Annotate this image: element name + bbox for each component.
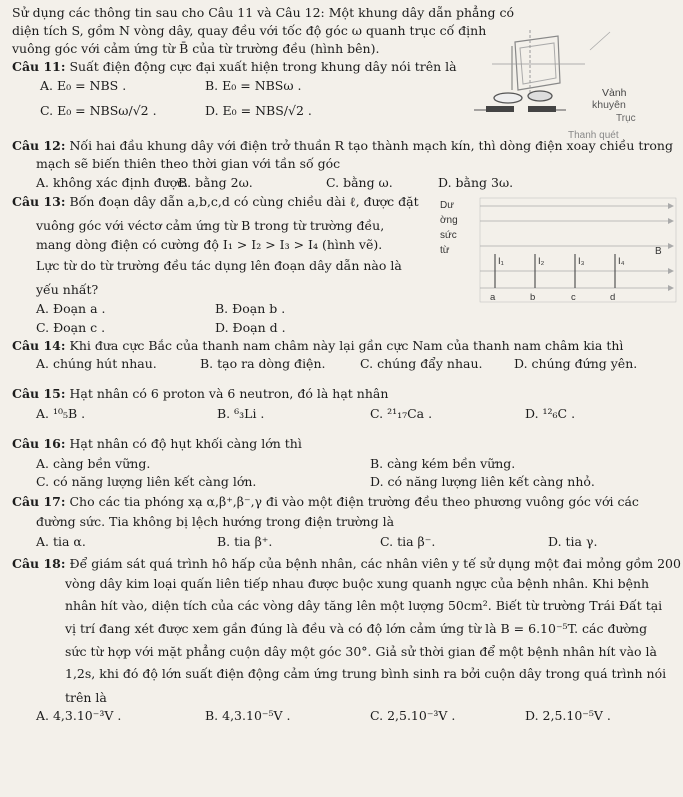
option-d: D. chúng đứng yên. [514, 356, 638, 371]
brush-label: Thanh quét [568, 130, 619, 141]
option-c: C. có năng lượng liên kết càng lớn. [36, 474, 257, 489]
side-label: sức [440, 230, 457, 241]
option-b: B. tạo ra dòng điện. [200, 356, 326, 371]
wire-label: d [610, 292, 616, 303]
question-stem: Suất điện động cực đại xuất hiện trong khung dây nói trên là [69, 59, 457, 74]
option-d: D. E₀ = NBS/√2 . [205, 103, 312, 118]
question-17 [12, 494, 639, 509]
question-stem: trên là [65, 690, 107, 705]
option-d: D. tia γ. [548, 534, 598, 549]
question-label: Câu 15: [12, 386, 66, 401]
option-c: C. bằng ω. [326, 175, 393, 190]
option-c: C. Đoạn c . [36, 320, 106, 335]
question-stem: vị trí đang xét được xem gần đúng là đều và có độ lớn cảm ứng từ là B = 6.10⁻⁵T. các đường [65, 621, 648, 636]
side-label: ờng [440, 215, 458, 226]
wire-label: c [571, 292, 576, 303]
question-label: Câu 18: [12, 556, 66, 571]
field-label: B [655, 246, 662, 257]
current-label: I₁ [498, 256, 504, 267]
option-d: D. bằng 3ω. [438, 175, 514, 190]
current-label: I₃ [578, 256, 585, 267]
question-stem: vòng dây kim loại quấn liên tiếp nhau được buộc xung quanh ngực của bệnh nhân. Khi bệnh [65, 576, 650, 591]
option-a: A. tia α. [36, 534, 86, 549]
ring-icon [528, 91, 552, 101]
option-c: C. tia β⁻. [380, 534, 436, 549]
option-d: D. có năng lượng liên kết càng nhỏ. [370, 474, 595, 489]
question-stem: Bốn đoạn dây dẫn a,b,c,d có cùng chiều dài ℓ, được đặt [69, 194, 419, 209]
question-stem: nhân hít vào, diện tích của các vòng dây tăng lên một lượng 50cm². Biết từ trường Trái Đất tại [65, 598, 663, 613]
option-d: D. ¹²₆C . [525, 406, 576, 421]
option-c: C. chúng đẩy nhau. [360, 356, 483, 371]
question-11 [12, 59, 457, 74]
question-label: Câu 12: [12, 138, 66, 153]
wires-figure [440, 196, 678, 306]
option-c: C. ²¹₁₇Ca . [370, 406, 433, 421]
option-b: B. ⁶₃Li . [217, 406, 265, 421]
question-stem: Lực từ do từ trường đều tác dụng lên đoạn dây dẫn nào là [36, 258, 402, 273]
option-a: A. không xác định được. [36, 175, 189, 190]
option-b: B. Đoạn b . [215, 301, 286, 316]
current-label: I₂ [538, 256, 545, 267]
question-13 [12, 194, 419, 209]
question-label: Câu 16: [12, 436, 66, 451]
current-label: I₄ [618, 256, 625, 267]
question-18 [12, 556, 681, 571]
option-a: A. ¹⁰₅B . [36, 406, 86, 421]
option-a: A. Đoạn a . [36, 301, 106, 316]
question-stem: Để giám sát quá trình hô hấp của bệnh nhân, các nhân viên y tế sử dụng một đai mỏng gồm 200 [69, 556, 681, 571]
question-stem: sức từ hợp với mặt phẳng cuộn dây một góc 30°. Giả sử thời gian để một bệnh nhân hít vào là [65, 644, 657, 659]
question-14 [12, 338, 623, 353]
ring-label: Vành [602, 87, 627, 99]
question-stem: đường sức. Tia không bị lệch hướng trong điện trường là [36, 514, 395, 529]
ring-icon [494, 93, 522, 103]
option-c: C. 2,5.10⁻³V . [370, 708, 456, 723]
ring-label: khuyên [592, 99, 626, 111]
option-b: B. E₀ = NBSω . [205, 78, 302, 93]
question-stem: yếu nhất? [36, 282, 99, 297]
side-label: từ [440, 245, 450, 256]
generator-figure [470, 28, 675, 143]
option-b: B. bằng 2ω. [178, 175, 253, 190]
question-label: Câu 14: [12, 338, 66, 353]
question-label: Câu 17: [12, 494, 66, 509]
question-label: Câu 13: [12, 194, 66, 209]
option-c: C. E₀ = NBSω/√2 . [40, 103, 157, 118]
brush-icon [486, 106, 514, 112]
question-stem: Cho các tia phóng xạ α,β⁺,β⁻,γ đi vào một điện trường đều theo phương vuông góc với các [69, 494, 639, 509]
brush-icon [528, 106, 556, 112]
option-a: A. chúng hút nhau. [36, 356, 157, 371]
option-b: B. tia β⁺. [217, 534, 273, 549]
question-15 [12, 386, 388, 401]
axis-label: Trục [616, 113, 636, 124]
question-stem: Nối hai đầu khung dây với điện trở thuần R tạo thành mạch kín, thì dòng điện xoay chiều trong [69, 138, 673, 153]
question-label: Câu 11: [12, 59, 66, 74]
question-16 [12, 436, 302, 451]
wire-label: b [530, 292, 536, 303]
side-label: Dư [440, 200, 454, 211]
option-d: D. Đoạn d . [215, 320, 286, 335]
option-b: B. càng kém bền vững. [370, 456, 516, 471]
question-12 [12, 138, 673, 153]
option-a: A. E₀ = NBS . [40, 78, 127, 93]
intro-line: diện tích S, gồm N vòng dây, quay đều với tốc độ góc ω quanh trục cố định [12, 23, 487, 38]
intro-line: Sử dụng các thông tin sau cho Câu 11 và Câu 12: Một khung dây dẫn phẳng có [12, 5, 514, 20]
option-d: D. 2,5.10⁻⁵V . [525, 708, 611, 723]
option-a: A. 4,3.10⁻³V . [36, 708, 122, 723]
question-stem: 1,2s, khi đó độ lớn suất điện động cảm ứng trung bình sinh ra bởi cuộn dây trong quá trình nói [65, 666, 667, 681]
wire-label: a [490, 292, 496, 303]
option-b: B. 4,3.10⁻⁵V . [205, 708, 291, 723]
option-a: A. càng bền vững. [36, 456, 151, 471]
question-stem: vuông góc với véctơ cảm ứng từ B trong từ trường đều, [36, 218, 385, 233]
question-stem: Khi đưa cực Bắc của thanh nam châm này lại gần cực Nam của thanh nam châm kia thì [69, 338, 624, 353]
question-stem: Hạt nhân có độ hụt khối càng lớn thì [69, 436, 302, 451]
question-stem: mang dòng điện có cường độ I₁ > I₂ > I₃ > I₄ (hình vẽ). [36, 237, 383, 252]
question-stem: mạch sẽ biến thiên theo thời gian với tần số góc [36, 156, 341, 171]
intro-line: vuông góc với cảm ứng từ B̄ của từ trường đều (hình bên). [12, 41, 380, 56]
question-stem: Hạt nhân có 6 proton và 6 neutron, đó là hạt nhân [69, 386, 389, 401]
